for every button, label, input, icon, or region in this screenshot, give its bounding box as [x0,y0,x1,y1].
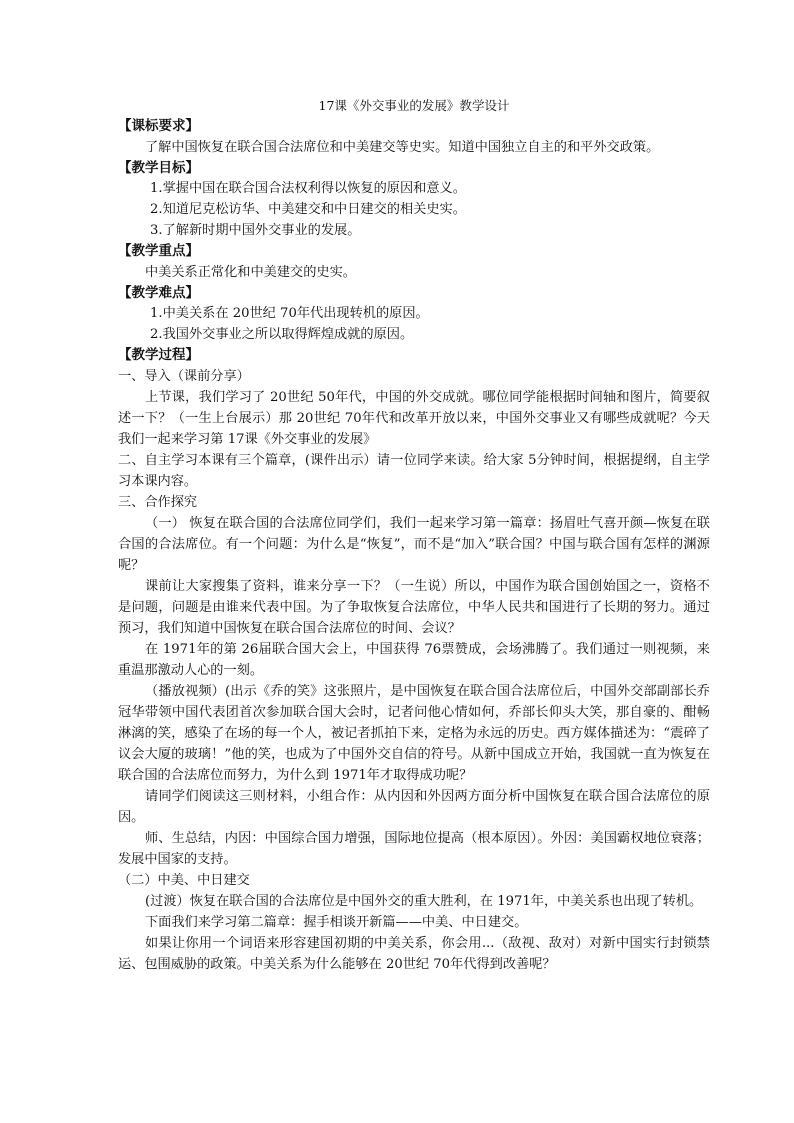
part2-paragraph: (过渡）恢复在联合国的合法席位是中国外交的重大胜利，在 1971年，中美关系也出现了转机。 [145,893,703,909]
self-study-text: 二、自主学习本课有三个篇章，(课件出示）请一位同学来读。给大家 5分钟时间，根据提纲，自主学习本课内容。 [118,452,710,489]
section-heading-difficulties: 【教学难点】 [118,284,199,301]
intro-heading: 一、导入（课前分享） [118,368,250,384]
part2-heading: （二）中美、中日建交 [118,872,250,888]
part1-paragraph: （播放视频）(出示《乔的笑》这张照片，是中国恢复在联合国合法席位后，中国外交部副部长乔冠华带领中国代表团首次参加联合国大会时，记者问他心情如何，乔部长仰头大笑，那自豪的、酣畅淋漓的笑，感染了在场的每一个人，被记者抓拍下来，定格为永远的历史。西方媒体描述为：“震碎了议会大厦的玻璃！”他的笑，也成为了中国外交自信的符号。从新中国成立开始，我国就一直为恢复在联合国的合法席位而努力，为什么到 1971年才取得成功呢？ [118,683,710,783]
part1-paragraph: 请同学们阅读这三则材料，小组合作：从内因和外因两方面分析中国恢复在联合国合法席位的原因。 [118,788,710,825]
intro-text: 上节课，我们学习了 20世纪 50年代，中国的外交成就。哪位同学能根据时间轴和图片，简要叙述一下？（一生上台展示）那 20世纪 70年代和改革开放以来，中国外交事业又有哪些成就呢？今天我们一起来学习第 17课《外交事业的发展》 [118,389,710,447]
document-title: 17课《外交事业的发展》教学设计 [318,98,510,113]
objective-item: 1.掌握中国在联合国合法权利得以恢复的原因和意义。 [150,181,466,196]
objective-item: 2.知道尼克松访华、中美建交和中日建交的相关史实。 [150,202,466,217]
document-page [118,96,710,975]
part1-paragraph: 师、生总结，内因：中国综合国力增强，国际地位提高（根本原因）。外因：美国霸权地位衰落；发展中国家的支持。 [118,830,710,867]
section-heading-key-points: 【教学重点】 [118,243,199,259]
objective-item: 3.了解新时期中国外交事业的发展。 [150,223,361,238]
part2-paragraph: 下面我们来学习第二篇章：握手相谈开新篇——中美、中日建交。 [145,914,528,930]
difficulty-item: 1.中美关系在 20世纪 70年代出现转机的原因。 [150,306,429,321]
key-points-text: 中美关系正常化和中美建交的史实。 [145,264,356,280]
difficulty-item: 2.我国外交事业之所以取得辉煌成就的原因。 [150,327,414,342]
part2-paragraph: 如果让你用一个词语来形容建国初期的中美关系，你会用...（敌视、敌对）对新中国实行封锁禁运、包围威胁的政策。中美关系为什么能够在 20世纪 70年代得到改善呢？ [118,935,710,972]
section-heading-curriculum: 【课标要求】 [118,118,199,134]
cooperation-heading: 三、合作探究 [118,494,198,510]
part1-paragraph: （一） 恢复在联合国的合法席位同学们，我们一起来学习第一篇章：扬眉吐气喜开颜—恢复在联合国的合法席位。有一个问题：为什么是“恢复”，而不是“加入”联合国？中国与联合国有怎样的渊源呢？ [118,515,710,573]
section-heading-process: 【教学过程】 [118,347,199,363]
part1-paragraph: 在 1971年的第 26届联合国大会上，中国获得 76票赞成，会场沸腾了。我们通过一则视频，来重温那激动人心的一刻。 [118,641,710,678]
section-heading-objectives: 【教学目标】 [118,159,199,176]
part1-paragraph: 课前让大家搜集了资料，谁来分享一下？（一生说）所以，中国作为联合国创始国之一，资格不是问题，问题是由谁来代表中国。为了争取恢复合法席位，中华人民共和国进行了长期的努力。通过预习，我们知道中国恢复在联合国合法席位的时间、会议？ [118,578,710,636]
curriculum-text: 了解中国恢复在联合国合法席位和中美建交等史实。知道中国独立自主的和平外交政策。 [145,139,660,155]
